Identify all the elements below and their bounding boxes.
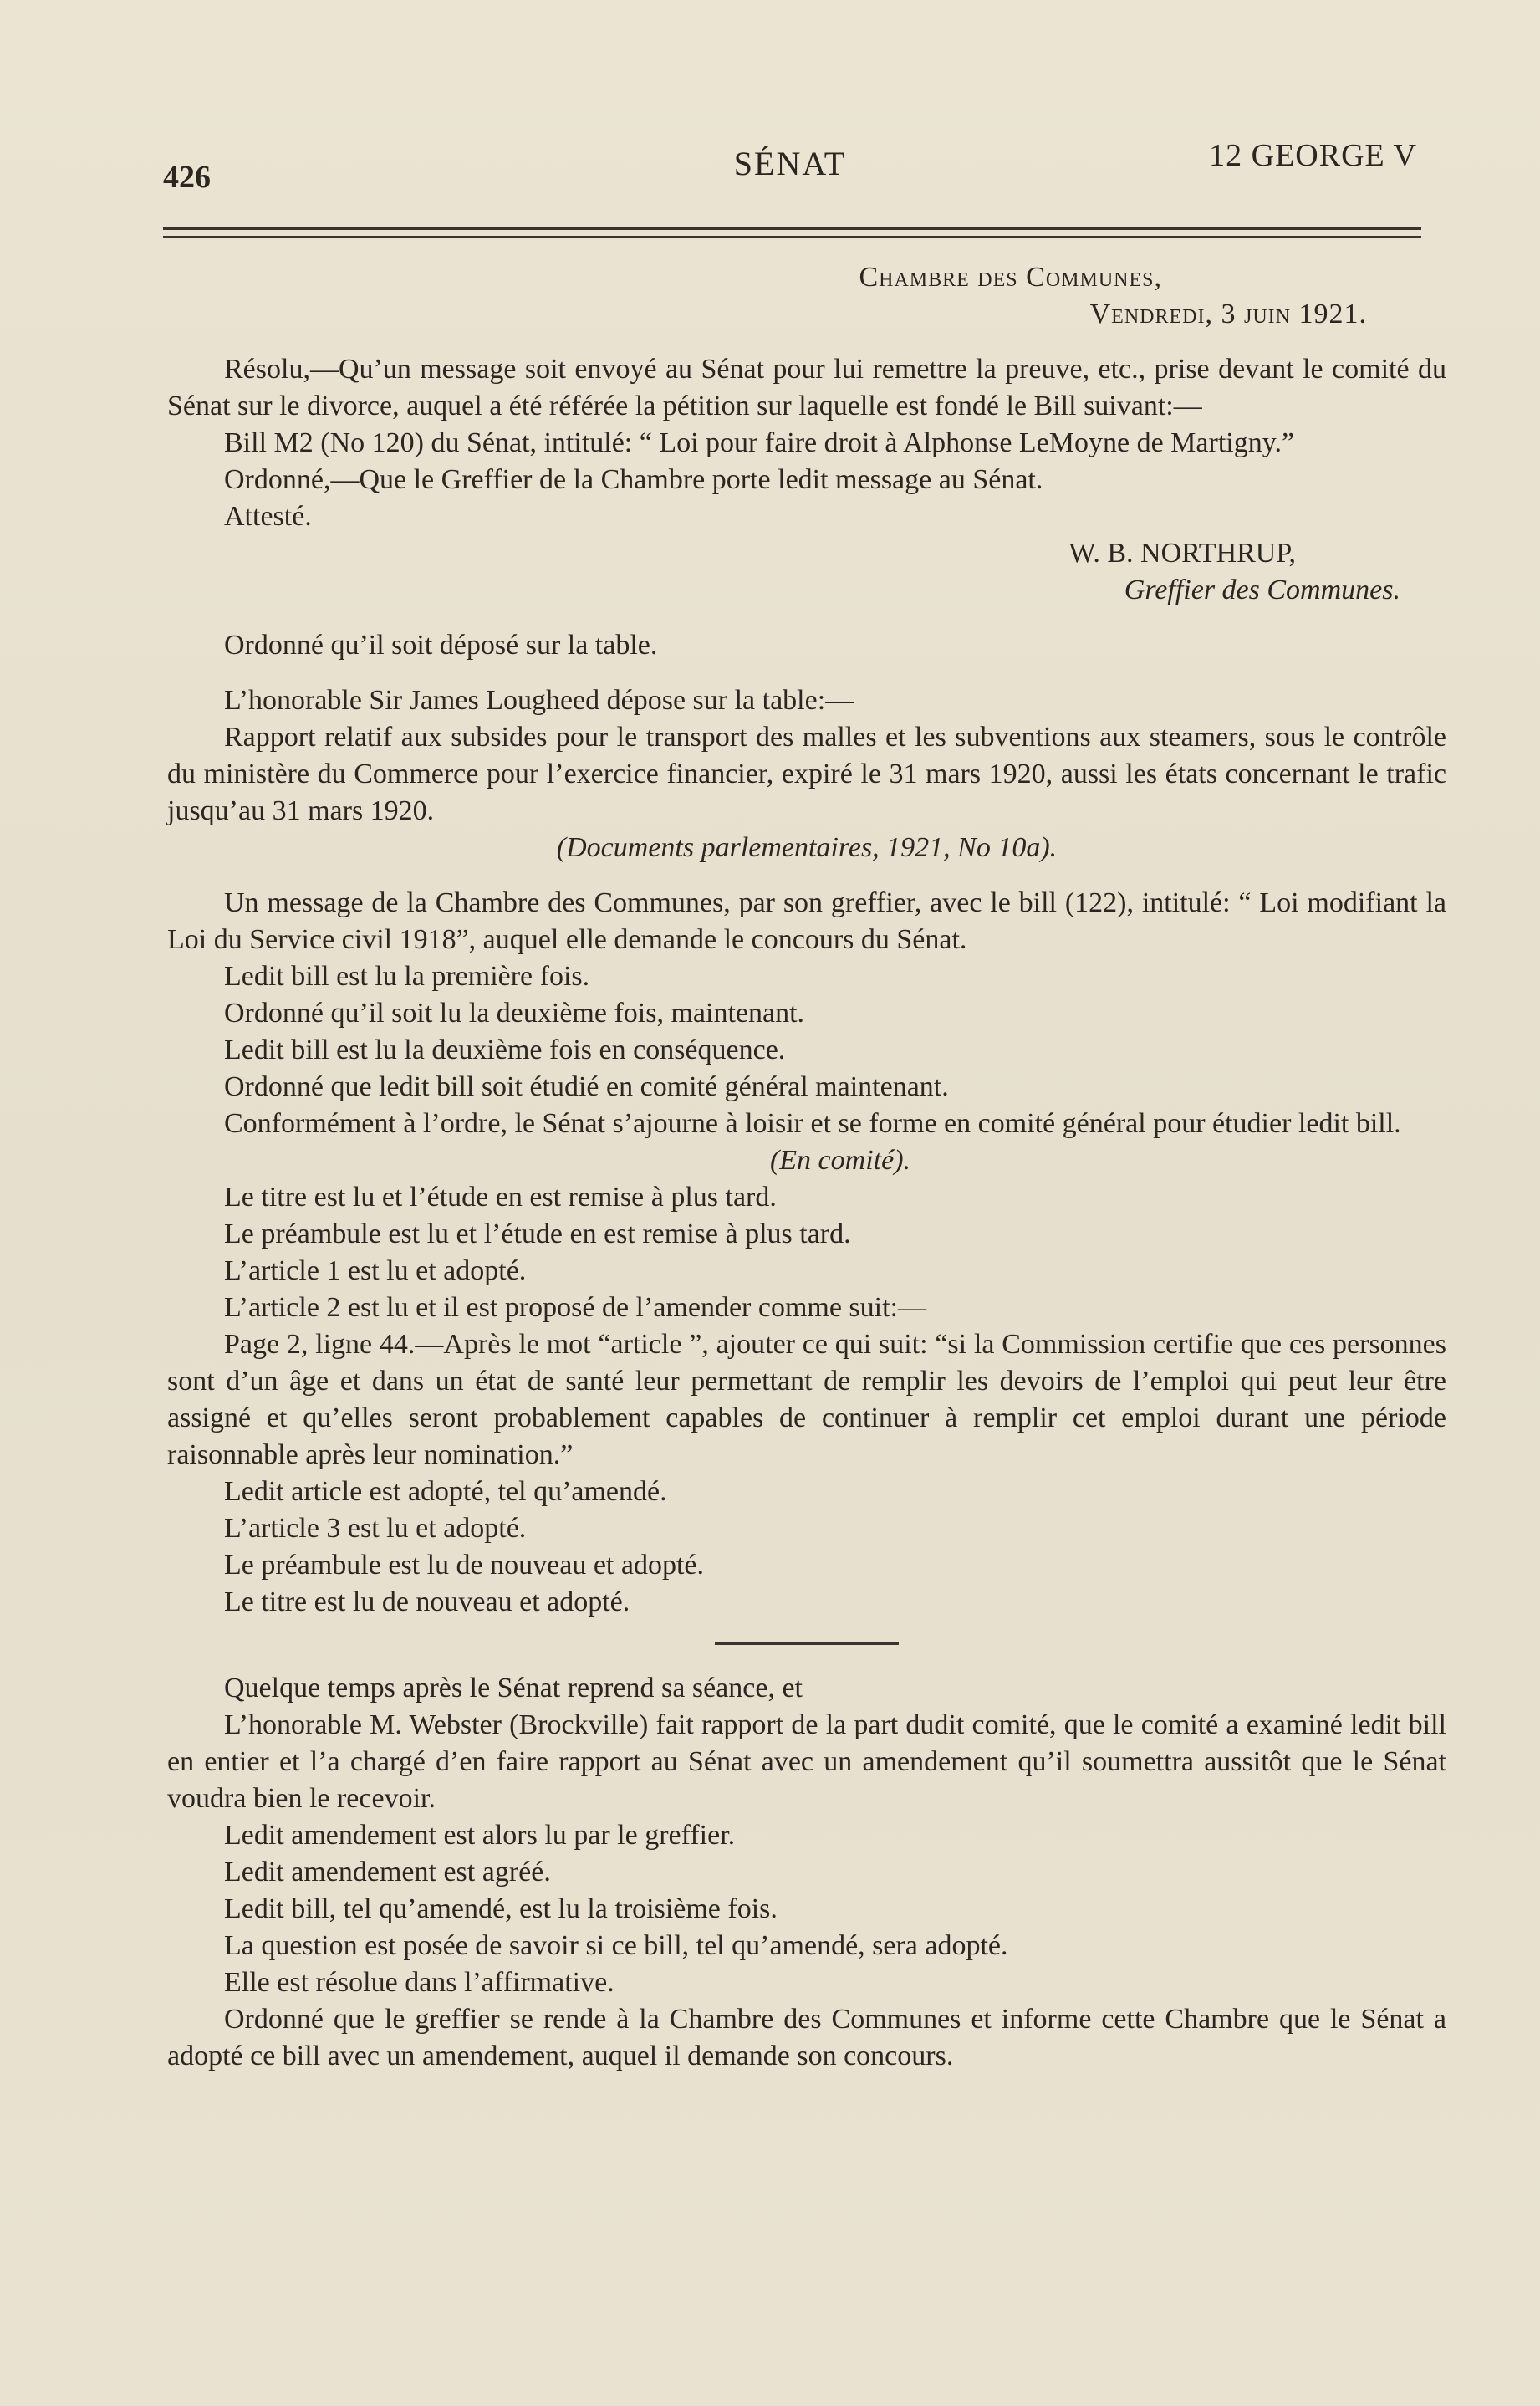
committee-heading: (En comité). (769, 1145, 911, 1176)
message-source: Chambre des Communes, (859, 262, 1162, 293)
paragraph: Le préambule est lu et l’étude en est remise à plus tard. (224, 1218, 851, 1249)
paragraph: Un message de la Chambre des Communes, par son greffier, avec le bill (122), intitulé: “ Loi modifiant la Loi du Service civil 1918”, auquel elle demande le concours du Sénat. (167, 887, 1446, 955)
paragraph: Ledit bill, tel qu’amendé, est lu la troisième fois. (224, 1893, 778, 1924)
page-number: 426 (163, 160, 211, 195)
reign-label: 12 GEORGE V (1209, 138, 1417, 173)
spacer (167, 866, 1446, 885)
paragraph: Ledit article est adopté, tel qu’amendé. (224, 1476, 667, 1507)
paragraph: La question est posée de savoir si ce bill, tel qu’amendé, sera adopté. (224, 1930, 1008, 1961)
paragraph: Elle est résolue dans l’affirmative. (224, 1967, 614, 1998)
paragraph: Ledit bill est lu la deuxième fois en conséquence. (224, 1034, 786, 1065)
spacer (167, 609, 1446, 627)
paragraph: Ordonné qu’il soit lu la deuxième fois, maintenant. (224, 998, 805, 1029)
spacer (167, 333, 1446, 351)
message-bill: Bill M2 (No 120) du Sénat, intitulé: “ Loi pour faire droit à Alphonse LeMoyne de Martigny.” (224, 427, 1295, 458)
message-signer-title: Greffier des Communes. (1124, 575, 1400, 605)
spacer (167, 664, 1446, 682)
page-title: SÉNAT (733, 145, 847, 182)
message-signer: W. B. NORTHRUP, (1068, 538, 1296, 569)
paragraph: Ledit bill est lu la première fois. (224, 961, 590, 992)
section-divider (715, 1642, 899, 1645)
page-header (163, 134, 1417, 201)
body-text (167, 259, 1446, 2075)
paragraph: Ordonné qu’il soit déposé sur la table. (224, 630, 658, 661)
message-order: Ordonné,—Que le Greffier de la Chambre porte ledit message au Sénat. (224, 464, 1043, 495)
paragraph: Ledit amendement est alors lu par le greffier. (224, 1820, 736, 1851)
paragraph: L’article 3 est lu et adopté. (224, 1513, 527, 1544)
paragraph: Le préambule est lu de nouveau et adopté. (224, 1550, 704, 1581)
paragraph: Rapport relatif aux subsides pour le transport des malles et les subventions aux steamers, sous le contrôle du ministère du Commerce pour l’exercice financier, expiré le 31 mars 1920, aussi les états concernant le trafic jusqu’au 31 mars 1920. (167, 722, 1446, 826)
paragraph: Quelque temps après le Sénat reprend sa séance, et (224, 1673, 803, 1704)
paragraph: Page 2, ligne 44.—Après le mot “article ”, ajouter ce qui suit: “si la Commission certifie que ces personnes sont d’un âge et dans un état de santé leur permettant de remplir les devoirs de l’emploi qui peut leur être assigné et qu’elles seront probablement capables de continuer à remplir cet emploi durant une période raisonnable après leur nomination.” (167, 1329, 1446, 1470)
paragraph: Ordonné que ledit bill soit étudié en comité général maintenant. (224, 1071, 949, 1102)
message-resolution: Résolu,—Qu’un message soit envoyé au Sénat pour lui remettre la preuve, etc., prise devant le comité du Sénat sur le divorce, auquel a été référée la pétition sur laquelle est fondé le Bill suivant:— (167, 354, 1446, 421)
paragraph: Conformément à l’ordre, le Sénat s’ajourne à loisir et se forme en comité général pour étudier ledit bill. (224, 1108, 1401, 1139)
paragraph: Ordonné que le greffier se rende à la Chambre des Communes et informe cette Chambre que le Sénat a adopté ce bill avec un amendement, auquel il demande son concours. (167, 2004, 1446, 2071)
paragraph: L’honorable M. Webster (Brockville) fait rapport de la part dudit comité, que le comité a examiné ledit bill en entier et l’a chargé d’en faire rapport au Sénat avec un amendement qu’il soumettra aussitôt que le Sénat voudra bien le recevoir. (167, 1709, 1446, 1814)
message-date: Vendredi, 3 juin 1921. (1089, 299, 1367, 329)
document-reference: (Documents parlementaires, 1921, No 10a). (556, 832, 1058, 863)
paragraph: Le titre est lu et l’étude en est remise à plus tard. (224, 1182, 777, 1213)
header-rule-top (163, 227, 1421, 230)
paragraph: Le titre est lu de nouveau et adopté. (224, 1586, 630, 1617)
paragraph: Ledit amendement est agréé. (224, 1857, 551, 1888)
paragraph: L’article 1 est lu et adopté. (224, 1255, 527, 1286)
message-attest: Attesté. (224, 501, 312, 532)
paragraph: L’article 2 est lu et il est proposé de l’amender comme suit:— (224, 1292, 927, 1323)
header-rule-bottom (163, 236, 1421, 238)
paragraph: L’honorable Sir James Lougheed dépose sur la table:— (224, 685, 854, 716)
